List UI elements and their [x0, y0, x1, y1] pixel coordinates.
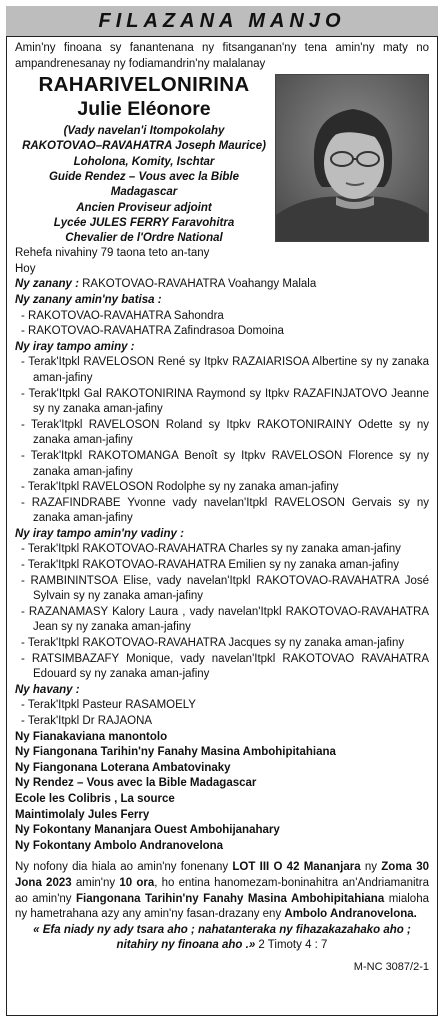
organization-line: Ny Fokontany Ambolo Andranovelona: [15, 839, 224, 852]
list-item: - Terak'Itpkl Gal RAKOTONIRINA Raymond sy Itpkv RAZAFINJATOVO Jeanne sy ny zanaka aman-jafiny: [21, 387, 429, 416]
list-item: - RAKOTOVAO-RAVAHATRA Sahondra: [21, 309, 224, 322]
list-item: - RAZANAMASY Kalory Laura , vady navelan'Itpkl RAKOTOVAO-RAVAHATRA Jean sy ny zanaka aman-jafiny: [21, 605, 429, 634]
list-item: - RAKOTOVAO-RAVAHATRA Zafindrasoa Domoina: [21, 325, 284, 338]
title-line: RAKOTOVAO–RAVAHATRA Joseph Maurice): [22, 140, 266, 153]
organization-line: Ny Fiangonana Loterana Ambatovinaky: [15, 761, 231, 774]
announcement-burial-place: Ambolo Andranovelona.: [284, 908, 417, 921]
list-item: - Terak'Itpkl RAVELOSON Roland sy Itpkv RAKOTONIRAINY Odette sy ny zanaka aman-jafiny: [21, 418, 429, 447]
announcement-church: Fiangonana Tarihin'ny Fanahy Masina Ambohipitahiana: [76, 892, 385, 905]
announcement-text: amin'ny: [71, 876, 120, 889]
intro-text: Amin'ny finoana sy fanantenana ny fitsanganan'ny tena amin'ny maty no ampandrenesanay ny fodiamandrin'ny malalanay: [15, 42, 429, 70]
siblings-label: Ny iray tampo aminy :: [15, 340, 135, 353]
godchildren-label: Ny zanany amin'ny batisa :: [15, 293, 162, 306]
deceased-surname: RAHARIVELONIRINA: [38, 73, 250, 97]
list-item: - RATSIMBAZAFY Monique, vady navelan'Itpkl RAKOTOVAO RAVAHATRA Edouard sy ny zanaka aman-jafiny: [21, 652, 429, 681]
title-line: (Vady navelan'i Itompokolahy: [63, 125, 225, 138]
list-item: - Terak'Itpkl RAVELOSON Rodolphe sy ny zanaka aman-jafiny: [21, 481, 339, 494]
deceased-given-names: Julie Eléonore: [77, 98, 211, 121]
list-item: - Terak'Itpkl Dr RAJAONA: [21, 715, 153, 727]
list-item: - Terak'Itpkl RAKOTOVAO-RAVAHATRA Emilien sy ny zanaka aman-jafiny: [21, 559, 399, 572]
children-label: Ny zanany :: [15, 278, 79, 291]
organization-line: Maintimolaly Jules Ferry: [15, 808, 150, 821]
organization-line: Ecole les Colibris , La source: [15, 792, 175, 805]
organization-line: Ny Fokontany Mananjara Ouest Ambohijanahary: [15, 824, 280, 837]
quote-reference: 2 Timoty 4 : 7: [255, 939, 328, 952]
announcement-address: LOT III O 42 Mananjara: [232, 861, 361, 874]
deceased-block: [15, 72, 429, 246]
notice-body: [15, 41, 429, 976]
organization-line: Ny Fiangonana Tarihin'ny Fanahy Masina Ambohipitahiana: [15, 746, 336, 759]
title-line: Lycée JULES FERRY Faravohitra: [53, 216, 235, 229]
list-item: - Terak'Itpkl Pasteur RASAMOELY: [21, 699, 196, 712]
portrait-image: [276, 75, 429, 242]
children-line: [15, 277, 429, 293]
notice-title: FILAZANA MANJO: [98, 9, 346, 32]
announcement-date: Zoma 30 Jona 2023: [15, 861, 429, 889]
children-value: RAKOTOVAO-RAVAHATRA Voahangy Malala: [78, 278, 317, 291]
quote-text: « Efa niady ny ady tsara aho ; nahatanteraka ny fihazakazahako aho ; nitahiry ny finoana aho .»: [33, 923, 411, 952]
title-line: Ancien Proviseur adjoint: [76, 201, 212, 214]
list-item: - Terak'Itpkl RAVELOSON René sy Itpkv RAZAIARISOA Albertine sy ny zanaka aman-jafiny: [21, 356, 429, 384]
notice-header: [6, 6, 438, 37]
announcement-time: 10 ora: [119, 876, 155, 889]
deceased-names: [15, 72, 273, 246]
list-item: - Terak'Itpkl RAKOTOMANGA Benoît sy Itpkv RAVELOSON Florence sy ny zanaka aman-jafiny: [21, 449, 429, 478]
announcement-text: ny: [360, 861, 382, 874]
notice-code: M-NC 3087/2-1: [353, 960, 429, 973]
organization-line: Ny Rendez – Vous avec la Bible Madagascar: [15, 777, 257, 790]
announcement-text: Ny nofony dia hiala ao amin'ny fonenany: [15, 861, 233, 874]
list-item: - RAMBININTSOA Elise, vady navelan'Itpkl RAKOTOVAO-RAVAHATRA José Sylvain sy ny zanaka aman-jafiny: [21, 574, 429, 603]
title-line: Guide Rendez – Vous avec la Bible Madagascar: [48, 171, 240, 199]
funeral-announcement: [15, 860, 429, 922]
title-line: Loholona, Komity, Ischtar: [73, 155, 215, 168]
list-item: - Terak'Itpkl RAKOTOVAO-RAVAHATRA Charles sy ny zanaka aman-jafiny: [21, 543, 401, 556]
bible-quote: [15, 923, 429, 954]
relatives-label: Ny havany :: [15, 683, 80, 696]
announcement-text: mialoha ny hametrahana azy any amin'ny fasan-drazany eny: [15, 892, 429, 921]
announcement-text: , ho entina hanomezam-boninahitra an'Andriamanitra ao amin'ny: [15, 876, 429, 905]
deceased-portrait-photo: [275, 74, 429, 242]
list-item: - RAZAFINDRABE Yvonne vady navelan'Itpkl RAVELOSON Gervais sy ny zanaka aman-jafiny: [21, 496, 429, 525]
spouse-siblings-label: Ny iray tampo amin'ny vadiny :: [15, 527, 184, 540]
list-item: - Terak'Itpkl RAKOTOVAO-RAVAHATRA Jacques sy ny zanaka aman-jafiny: [21, 637, 405, 650]
title-line: Chevalier de l'Ordre National: [65, 232, 223, 245]
organization-line: Ny Fianakaviana manontolo: [15, 730, 168, 743]
hoy-line: Hoy: [15, 262, 36, 275]
age-line: Rehefa nivahiny 79 taona teto an-tany: [15, 247, 210, 260]
